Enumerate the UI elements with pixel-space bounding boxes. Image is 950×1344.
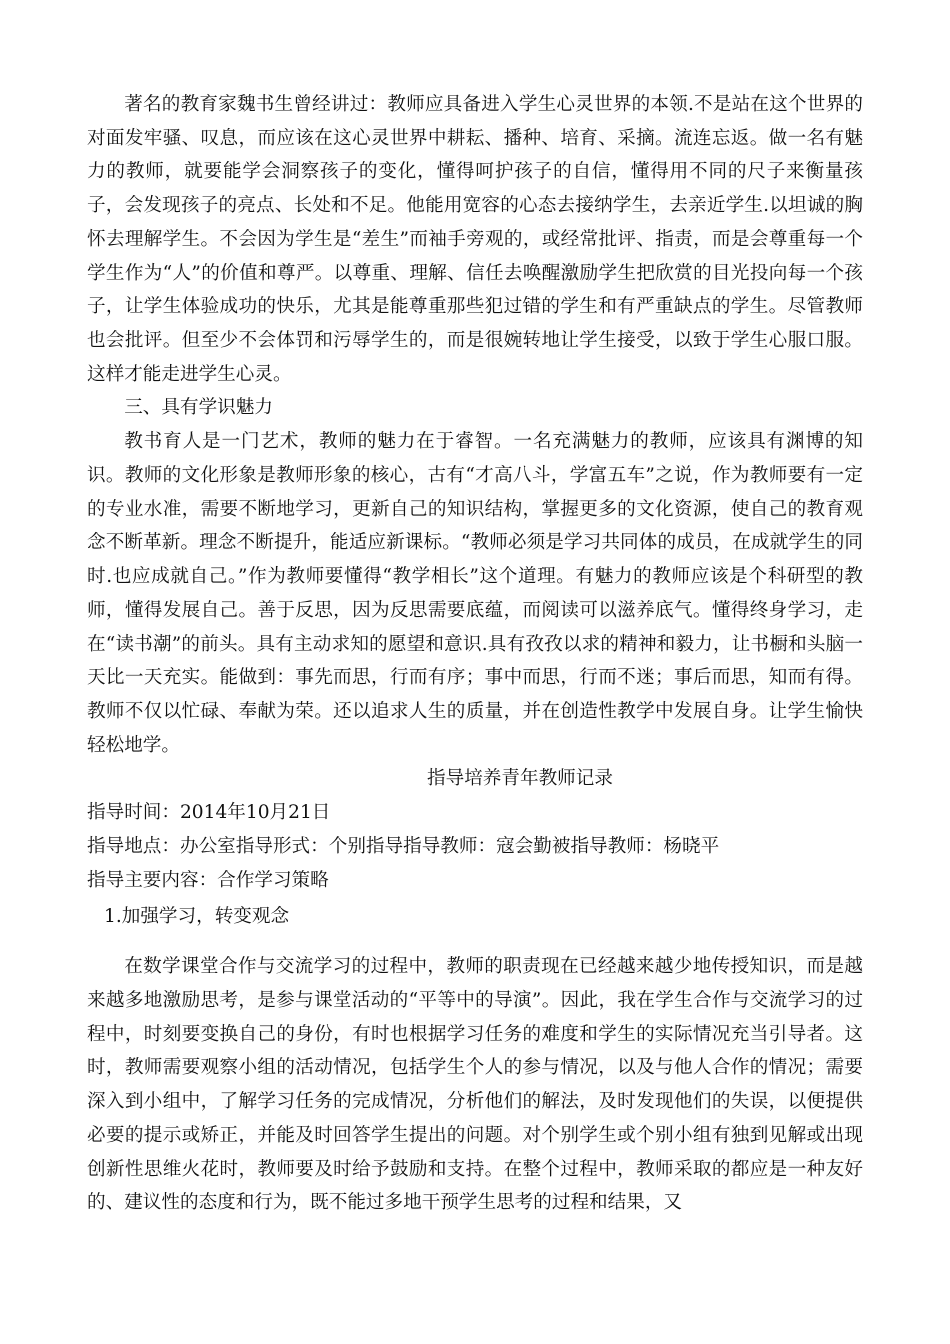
paragraph-knowledge-charm: 教书育人是一门艺术，教师的魅力在于睿智。一名充满魅力的教师，应该具有渊博的知识。教师的文化形象是教师形象的核心，古有“才高八斗，学富五车”之说，作为教师要有一定的专业水准，需要不断地学习，更新自己的知识结构，掌握更多的文化资源，使自己的教育观念不断革新。理念不断提升，能适应新课标。“教师必须是学习共同体的成员，在成就学生的同时.也应成就自己。”作为教师要懂得“教学相长”这个道理。有魅力的教师应该是个科研型的教师，懂得发展自己。善于反思，因为反思需要底蕴，而阅读可以滋养底气。懂得终身学习，走在“读书潮”的前头。具有主动求知的愿望和意识.具有孜孜以求的精神和毅力，让书橱和头脑一天比一天充实。能做到：事先而思，行而有序；事中而思，行而不迷；事后而思，知而有得。教师不仅以忙碌、奉献为荣。还以追求人生的质量，并在创造性教学中发展自身。让学生愉快轻松地学。	[87, 431, 863, 756]
record-place-form-teachers: 指导地点：办公室指导形式：个别指导指导教师：寇会勤被指导教师：杨晓平	[87, 836, 720, 858]
paragraph-teacher-charm: 著名的教育家魏书生曾经讲过：教师应具备进入学生心灵世界的本领.不是站在这个世界的对面发牢骚、叹息，而应该在这心灵世界中耕耘、播种、培育、采摘。流连忘返。做一名有魅力的教师，就要能学会洞察孩子的变化，懂得呵护孩子的自信，懂得用不同的尺子来衡量孩子，会发现孩子的亮点、长处和不足。他能用宽容的心态去接纳学生，去亲近学生.以坦诚的胸怀去理解学生。不会因为学生是“差生”而袖手旁观的，或经常批评、指责，而是会尊重每一个学生作为“人”的价值和尊严。以尊重、理解、信任去唤醒激励学生把欣赏的目光投向每一个孩子，让学生体验成功的快乐，尤其是能尊重那些犯过错的学生和有严重缺点的学生。尽管教师也会批评。但至少不会体罚和污辱学生的，而是很婉转地让学生接受，以致于学生心服口服。这样才能走进学生心灵。	[87, 94, 863, 385]
record-title: 指导培养青年教师记录	[427, 768, 613, 790]
section-heading-knowledge-charm: 三、具有学识魅力	[124, 397, 273, 419]
record-main-content: 指导主要内容：合作学习策略	[87, 870, 329, 892]
list-item-1: 1.加强学习，转变观念	[104, 906, 290, 928]
paragraph-cooperative-learning: 在数学课堂合作与交流学习的过程中，教师的职责现在已经越来越少地传授知识，而是越来越多地激励思考，是参与课堂活动的“平等中的导演”。因此，我在学生合作与交流学习的过程中，时刻要变换自己的身份，有时也根据学习任务的难度和学生的实际情况充当引导者。这时，教师需要观察小组的活动情况，包括学生个人的参与情况，以及与他人合作的情况；需要深入到小组中，了解学习任务的完成情况，分析他们的解法，及时发现他们的失误，以便提供必要的提示或矫正，并能及时回答学生提出的问题。对个别学生或个别小组有独到见解或出现创新性思维火花时，教师要及时给予鼓励和支持。在整个过程中，教师采取的都应是一种友好的、建议性的态度和行为，既不能过多地干预学生思考的过程和结果，又	[87, 956, 863, 1214]
document-page	[87, 88, 863, 1220]
record-time: 指导时间：2014年10月21日	[87, 802, 331, 824]
